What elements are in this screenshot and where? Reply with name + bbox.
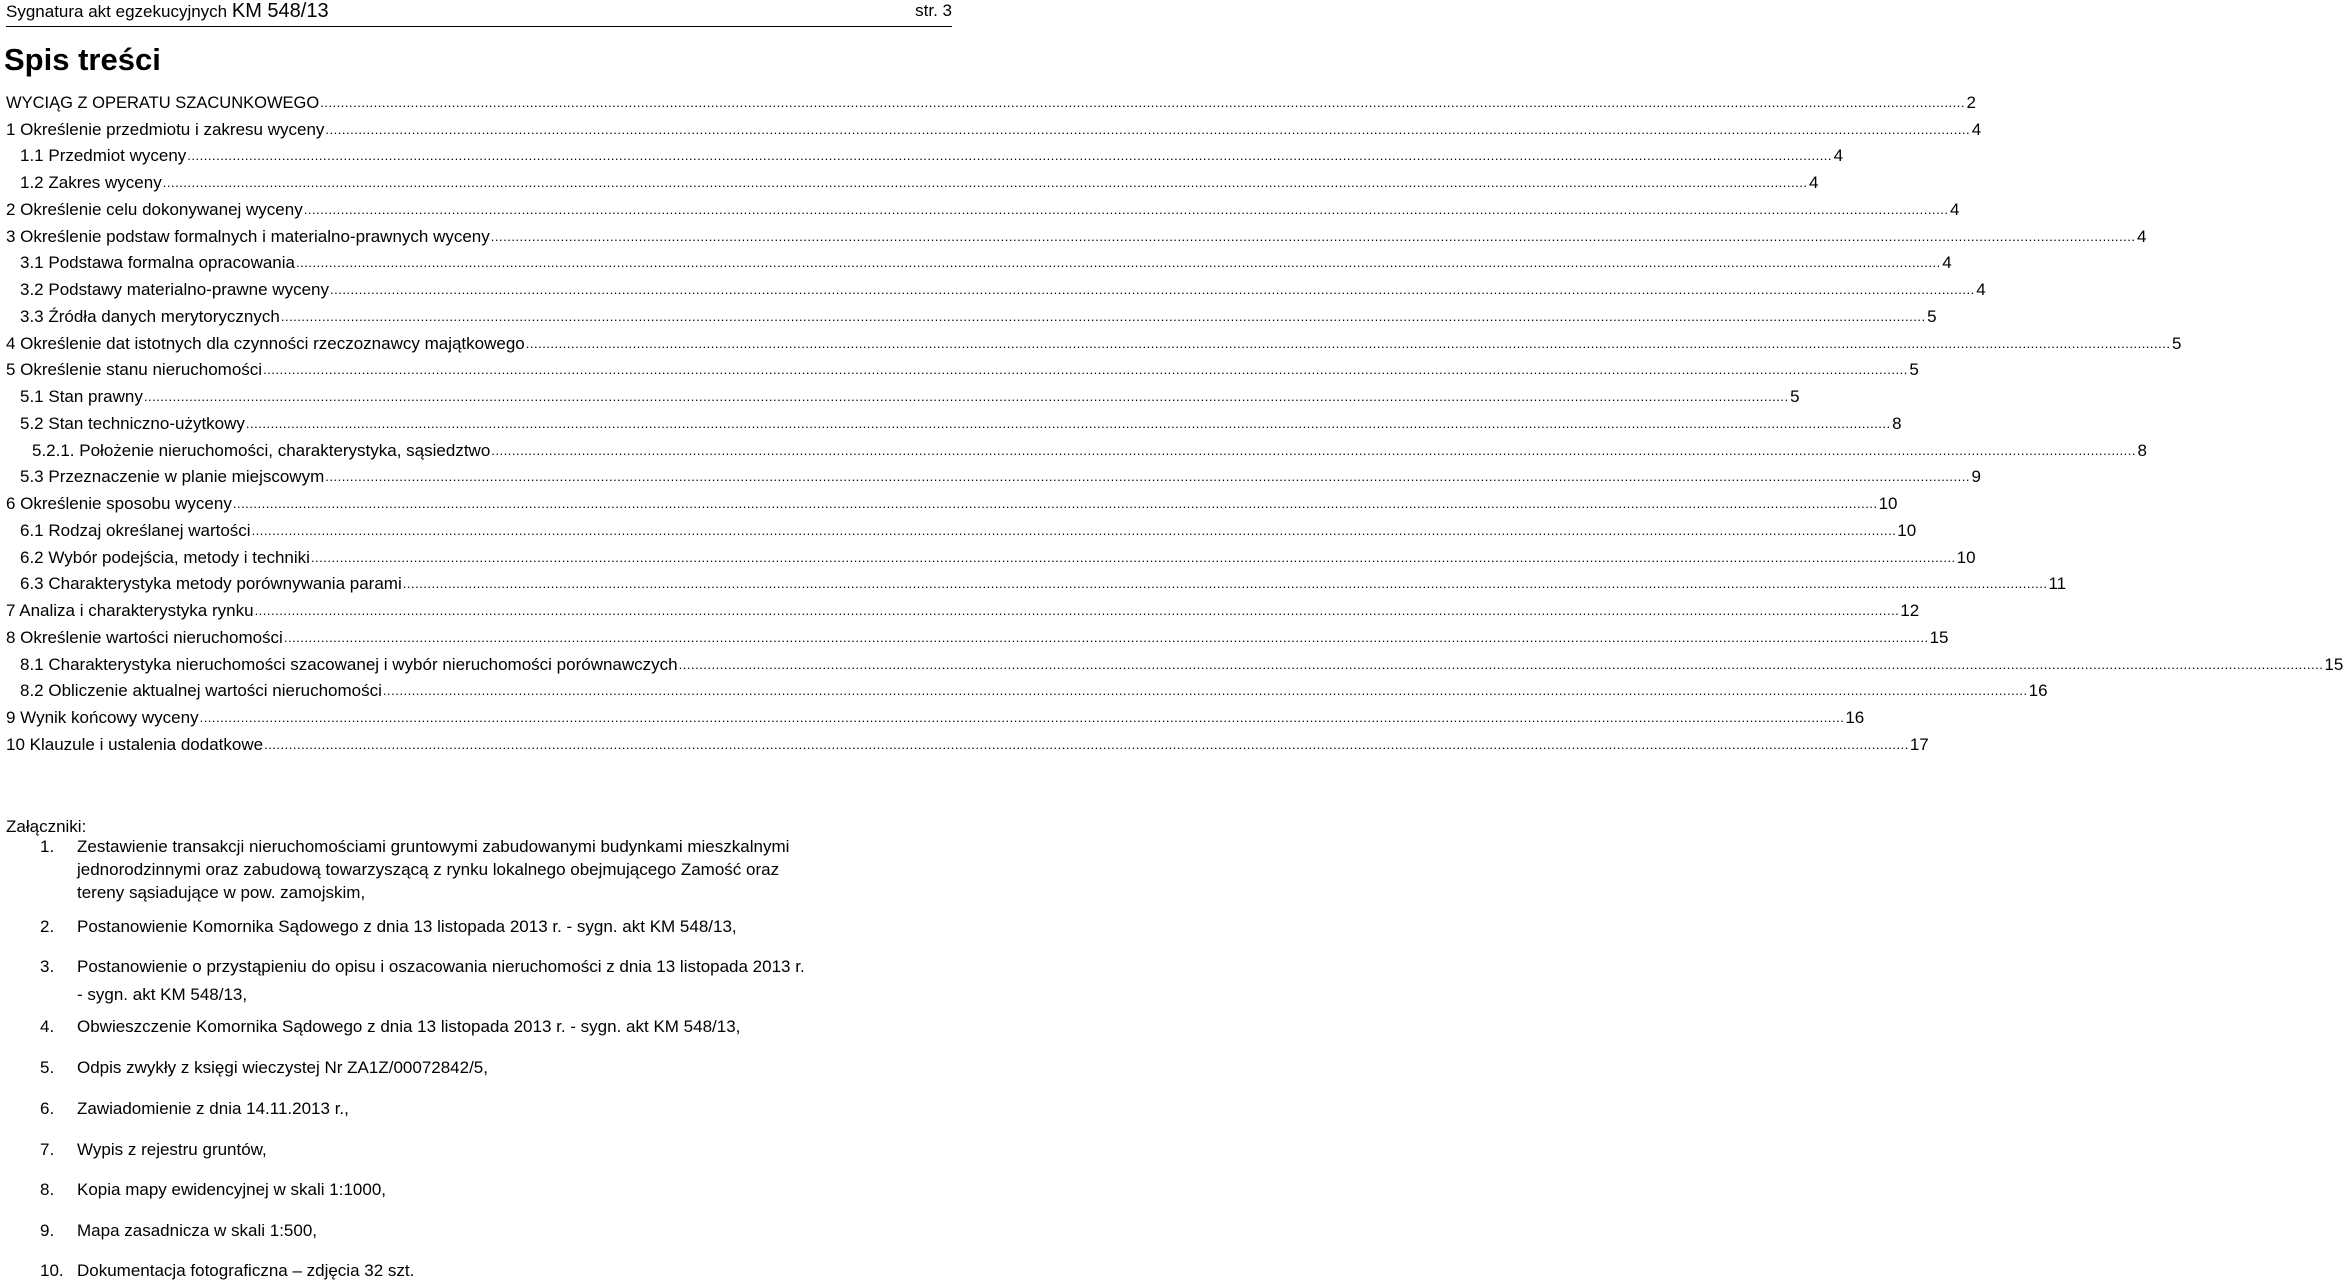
toc-entry[interactable] xyxy=(6,274,1986,301)
attachment-number: 6. xyxy=(40,1099,55,1118)
toc-entry-label: WYCIĄG Z OPERATU SZACUNKOWEGO xyxy=(6,93,320,112)
attachment-number: 7. xyxy=(40,1140,55,1159)
toc-entry[interactable] xyxy=(6,194,1960,221)
toc-entry-label: 6.3 Charakterystyka metody porównywania parami xyxy=(20,574,402,594)
signature-number: KM 548/13 xyxy=(231,0,329,22)
attachment-text-line: Wypis z rejestru gruntów, xyxy=(77,1140,267,1159)
toc-entry[interactable] xyxy=(6,355,1919,382)
toc-leader-dots: ................................................................................................................................................................................................................................................................................................................................................................................................................ xyxy=(280,308,1926,324)
toc-entry[interactable] xyxy=(6,141,1844,168)
toc-leader-dots: ................................................................................................................................................................................................................................................................................................................................................................................................................ xyxy=(245,415,1891,431)
attachments-label: Załączniki: xyxy=(6,817,87,836)
attachment-item xyxy=(40,1097,954,1120)
attachment-text xyxy=(77,1178,954,1201)
toc-entry-label: 5.1 Stan prawny xyxy=(20,387,143,406)
attachment-text xyxy=(77,835,954,904)
toc-entry-page: 15 xyxy=(1929,627,1949,647)
toc-entry[interactable] xyxy=(6,435,2148,462)
toc-leader-dots: ................................................................................................................................................................................................................................................................................................................................................................................................................ xyxy=(264,736,1909,752)
toc-entry-label: 9 Wynik końcowy wyceny xyxy=(6,708,199,727)
attachment-text-line: Kopia mapy ewidencyjnej w skali 1:1000, xyxy=(77,1180,387,1199)
toc-entry-label: 3.3 Źródła danych merytorycznych xyxy=(20,306,280,326)
toc-entry[interactable] xyxy=(6,381,1800,408)
toc-leader-dots: ................................................................................................................................................................................................................................................................................................................................................................................................................ xyxy=(251,522,1897,538)
toc-entry-label: 1 Określenie przedmiotu i zakresu wyceny xyxy=(6,119,325,139)
page-number: str. 3 xyxy=(915,1,952,20)
page-title: Spis treści xyxy=(4,42,161,77)
toc-entry-page: 10 xyxy=(1956,547,1976,567)
attachment-item xyxy=(40,1015,954,1038)
attachment-text xyxy=(77,955,954,1012)
attachment-text-line: - sygn. akt KM 548/13, xyxy=(77,985,248,1004)
attachment-number: 4. xyxy=(40,1017,55,1036)
toc-entry-page: 4 xyxy=(1809,173,1819,192)
toc-entry-page: 4 xyxy=(1971,119,1982,139)
toc-entry-label: 3 Określenie podstaw formalnych i materialno-prawnych wyceny xyxy=(6,226,490,246)
toc-leader-dots: ................................................................................................................................................................................................................................................................................................................................................................................................................ xyxy=(325,469,1970,485)
toc-entry-label: 5.3 Przeznaczenie w planie miejscowym xyxy=(20,467,325,487)
toc-entry[interactable] xyxy=(6,462,1981,489)
toc-entry-label: 10 Klauzule i ustalenia dodatkowe xyxy=(6,734,264,754)
toc-leader-dots: ................................................................................................................................................................................................................................................................................................................................................................................................................ xyxy=(320,94,1965,110)
toc-entry-page: 15 xyxy=(2324,654,2343,674)
toc-leader-dots: ................................................................................................................................................................................................................................................................................................................................................................................................................ xyxy=(254,603,1900,618)
attachment-item xyxy=(40,1056,954,1079)
attachment-text-line: Postanowienie Komornika Sądowego z dnia 13 listopada 2013 r. - sygn. akt KM 548/13, xyxy=(77,917,737,936)
toc-entry-page: 16 xyxy=(1845,708,1865,727)
toc-leader-dots: ................................................................................................................................................................................................................................................................................................................................................................................................................ xyxy=(162,175,1808,190)
attachment-text-line: Odpis zwykły z księgi wieczystej Nr ZA1Z/00072842/5, xyxy=(77,1058,488,1077)
toc-leader-dots: ................................................................................................................................................................................................................................................................................................................................................................................................................ xyxy=(199,710,1845,725)
attachment-item xyxy=(40,1138,954,1161)
attachment-text-line: Obwieszczenie Komornika Sądowego z dnia 13 listopada 2013 r. - sygn. akt KM 548/13, xyxy=(77,1017,741,1036)
toc-entry-page: 5 xyxy=(2172,333,2182,353)
toc-entry-page: 10 xyxy=(1897,520,1917,540)
toc-entry[interactable] xyxy=(6,515,1917,542)
toc-entry-page: 4 xyxy=(1833,146,1844,166)
toc-entry[interactable] xyxy=(6,114,1982,141)
toc-entry-label: 6.1 Rodzaj określanej wartości xyxy=(20,520,251,540)
toc-entry[interactable] xyxy=(6,542,1976,569)
toc-entry-page: 4 xyxy=(2137,226,2147,246)
table-of-contents xyxy=(6,87,2343,756)
toc-entry-page: 17 xyxy=(1909,734,1929,754)
toc-entry-label: 3.2 Podstawy materialno-prawne wyceny xyxy=(20,280,329,299)
toc-entry-page: 5 xyxy=(1790,387,1800,406)
toc-entry[interactable] xyxy=(6,248,1952,275)
toc-leader-dots: ................................................................................................................................................................................................................................................................................................................................................................................................................ xyxy=(303,201,1949,217)
toc-leader-dots: ................................................................................................................................................................................................................................................................................................................................................................................................................ xyxy=(325,121,1971,137)
toc-entry-page: 10 xyxy=(1878,494,1898,513)
toc-entry-label: 8.2 Obliczenie aktualnej wartości nieruchomości xyxy=(20,681,382,701)
toc-leader-dots: ................................................................................................................................................................................................................................................................................................................................................................................................................ xyxy=(143,389,1789,404)
toc-entry-page: 9 xyxy=(1971,467,1981,487)
toc-entry-label: 5 Określenie stanu nieruchomości xyxy=(6,360,263,380)
toc-entry[interactable] xyxy=(6,622,1949,649)
toc-entry-page: 8 xyxy=(1892,413,1902,433)
toc-entry-page: 4 xyxy=(1949,199,1960,219)
toc-entry[interactable] xyxy=(6,676,2048,703)
toc-entry[interactable] xyxy=(6,649,2343,676)
toc-entry[interactable] xyxy=(6,328,2182,355)
toc-leader-dots: ................................................................................................................................................................................................................................................................................................................................................................................................................ xyxy=(187,148,1833,164)
toc-entry-page: 5 xyxy=(1909,360,1919,380)
attachment-text xyxy=(77,1259,954,1282)
toc-entry[interactable] xyxy=(6,702,1865,729)
attachment-item xyxy=(40,955,954,1012)
attachment-item xyxy=(40,1178,954,1201)
toc-entry-label: 2 Określenie celu dokonywanej wyceny xyxy=(6,199,303,219)
toc-entry-label: 3.1 Podstawa formalna opracowania xyxy=(20,253,295,273)
toc-entry[interactable] xyxy=(6,488,1898,515)
attachment-item xyxy=(40,915,954,938)
toc-entry-page: 12 xyxy=(1900,601,1920,620)
toc-leader-dots: ................................................................................................................................................................................................................................................................................................................................................................................................................ xyxy=(329,282,1975,297)
toc-leader-dots: ................................................................................................................................................................................................................................................................................................................................................................................................................ xyxy=(491,442,2137,458)
attachment-item xyxy=(40,1219,954,1242)
attachment-number: 9. xyxy=(40,1221,55,1240)
toc-entry-page: 16 xyxy=(2028,681,2048,701)
toc-leader-dots: ................................................................................................................................................................................................................................................................................................................................................................................................................ xyxy=(296,255,1941,271)
attachment-text xyxy=(77,1219,954,1242)
toc-entry[interactable] xyxy=(6,301,1937,328)
attachment-number: 2. xyxy=(40,917,55,936)
toc-leader-dots: ................................................................................................................................................................................................................................................................................................................................................................................................................ xyxy=(402,576,2048,592)
toc-entry[interactable] xyxy=(6,595,1920,622)
toc-entry[interactable] xyxy=(6,221,2147,248)
toc-leader-dots: ................................................................................................................................................................................................................................................................................................................................................................................................................ xyxy=(678,656,2324,672)
attachment-number: 3. xyxy=(40,957,55,976)
toc-entry-page: 4 xyxy=(1942,253,1952,273)
toc-entry-page: 2 xyxy=(1966,92,1976,112)
attachment-text-line: Mapa zasadnicza w skali 1:500, xyxy=(77,1221,318,1240)
toc-entry-label: 7 Analiza i charakterystyka rynku xyxy=(6,601,254,620)
toc-leader-dots: ................................................................................................................................................................................................................................................................................................................................................................................................................ xyxy=(283,629,1929,645)
toc-leader-dots: ................................................................................................................................................................................................................................................................................................................................................................................................................ xyxy=(310,549,1956,565)
toc-entry[interactable] xyxy=(6,167,1819,194)
toc-entry-label: 5.2 Stan techniczno-użytkowy xyxy=(20,413,245,433)
attachment-number: 1. xyxy=(40,837,55,856)
attachment-text xyxy=(77,1138,954,1161)
attachment-number: 8. xyxy=(40,1180,55,1199)
toc-entry-page: 11 xyxy=(2048,574,2067,594)
signature-label: Sygnatura akt egzekucyjnych xyxy=(6,2,228,21)
toc-entry-label: 6 Określenie sposobu wyceny xyxy=(6,494,232,513)
attachment-text-line: jednorodzinnymi oraz zabudową towarzyszącą z rynku lokalnego obejmującego Zamość oraz xyxy=(77,860,780,879)
attachment-text-line: Zawiadomienie z dnia 14.11.2013 r., xyxy=(77,1099,349,1118)
toc-entry-label: 6.2 Wybór podejścia, metody i techniki xyxy=(20,547,310,567)
attachment-text-line: tereny sąsiadujące w pow. zamojskim, xyxy=(77,883,366,902)
attachment-number: 10. xyxy=(40,1261,64,1280)
toc-entry-page: 4 xyxy=(1976,280,1986,299)
toc-leader-dots: ................................................................................................................................................................................................................................................................................................................................................................................................................ xyxy=(490,228,2136,244)
attachment-item xyxy=(40,835,954,904)
toc-entry[interactable] xyxy=(6,729,1929,756)
attachment-number: 5. xyxy=(40,1058,55,1077)
toc-leader-dots: ................................................................................................................................................................................................................................................................................................................................................................................................................ xyxy=(525,335,2171,351)
attachment-text xyxy=(77,1097,954,1120)
toc-entry-label: 8.1 Charakterystyka nieruchomości szacowanej i wybór nieruchomości porównawczych xyxy=(20,654,678,674)
attachment-text-line: Zestawienie transakcji nieruchomościami gruntowymi zabudowanymi budynkami mieszkalnymi xyxy=(77,837,790,856)
toc-entry-label: 4 Określenie dat istotnych dla czynności rzeczoznawcy majątkowego xyxy=(6,333,525,353)
toc-entry-label: 8 Określenie wartości nieruchomości xyxy=(6,627,283,647)
attachment-item xyxy=(40,1259,954,1282)
attachment-text xyxy=(77,1056,954,1079)
toc-entry-page: 8 xyxy=(2137,440,2148,460)
toc-leader-dots: ................................................................................................................................................................................................................................................................................................................................................................................................................ xyxy=(263,362,1908,378)
toc-entry[interactable] xyxy=(6,408,1902,435)
toc-entry-page: 5 xyxy=(1927,306,1937,326)
toc-entry-label: 1.2 Zakres wyceny xyxy=(20,173,162,192)
attachment-text xyxy=(77,1015,954,1038)
attachment-text-line: Postanowienie o przystąpieniu do opisu i oszacowania nieruchomości z dnia 13 listopada 2013 r. xyxy=(77,957,805,976)
attachment-text-line: Dokumentacja fotograficzna – zdjęcia 32 szt. xyxy=(77,1261,415,1280)
attachment-text xyxy=(77,915,954,938)
page-header xyxy=(6,0,952,27)
toc-entry[interactable] xyxy=(6,87,1976,114)
toc-leader-dots: ................................................................................................................................................................................................................................................................................................................................................................................................................ xyxy=(232,496,1878,511)
toc-leader-dots: ................................................................................................................................................................................................................................................................................................................................................................................................................ xyxy=(382,683,2028,699)
toc-entry[interactable] xyxy=(6,569,2067,596)
toc-entry-label: 1.1 Przedmiot wyceny xyxy=(20,146,187,166)
toc-entry-label: 5.2.1. Położenie nieruchomości, charakterystyka, sąsiedztwo xyxy=(32,440,491,460)
